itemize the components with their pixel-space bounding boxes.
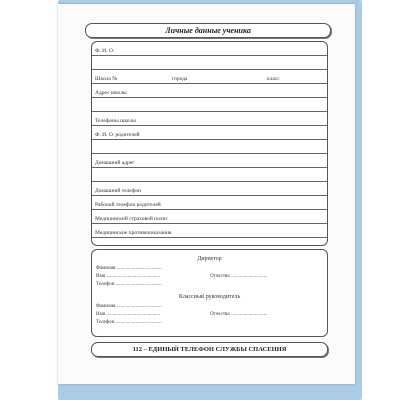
page-title bbox=[85, 23, 331, 38]
contraindications-label: Медицинские противопоказания bbox=[95, 230, 172, 236]
form-row-insurance[interactable] bbox=[92, 210, 327, 224]
parents-work-phone-label: Рабочий телефон родителей bbox=[95, 202, 161, 208]
form-row-blank-3[interactable] bbox=[92, 140, 327, 154]
director-patronymic-field[interactable]: Отчество ............................. bbox=[210, 274, 268, 279]
form-row-school[interactable] bbox=[92, 70, 327, 84]
school-address-label: Адрес школы bbox=[95, 90, 127, 96]
emergency-text: 112 – ЕДИНЫЙ ТЕЛЕФОН СЛУЖБЫ СПАСЕНИЯ bbox=[132, 346, 287, 353]
notebook-page bbox=[58, 4, 355, 384]
director-phone-field[interactable]: Телефон ..................................... bbox=[96, 282, 162, 287]
home-phone-label: Домашний телефон bbox=[95, 188, 142, 194]
form-row-blank-1[interactable] bbox=[92, 56, 327, 70]
teacher-phone-field[interactable]: Телефон ..................................... bbox=[96, 320, 162, 325]
form-row-school-phones[interactable] bbox=[92, 112, 327, 126]
school-phones-label: Телефоны школы bbox=[95, 118, 136, 124]
city-label: города bbox=[172, 76, 188, 82]
form-row-contraindications[interactable] bbox=[92, 224, 327, 238]
class-teacher-heading: Классный руководитель bbox=[178, 294, 241, 300]
director-surname-field[interactable]: Фамилия .................................... bbox=[96, 266, 162, 271]
name-label: Ф. И. О. bbox=[95, 48, 115, 54]
staff-contacts-box bbox=[91, 249, 328, 337]
form-row-blank-2[interactable] bbox=[92, 98, 327, 112]
insurance-label: Медицинский страховой полис bbox=[95, 216, 168, 222]
home-address-label: Домашний адрес bbox=[95, 160, 135, 166]
student-data-form bbox=[91, 41, 328, 246]
class-label: класс bbox=[267, 76, 280, 82]
form-row-parents-name[interactable] bbox=[92, 126, 327, 140]
director-heading: Директор bbox=[197, 256, 222, 262]
teacher-surname-field[interactable]: Фамилия .................................... bbox=[96, 304, 162, 309]
teacher-name-field[interactable]: Имя ........................................... bbox=[96, 312, 161, 317]
form-row-home-phone[interactable] bbox=[92, 182, 327, 196]
form-row-home-address[interactable] bbox=[92, 154, 327, 168]
form-row-name[interactable] bbox=[92, 42, 327, 56]
form-row-school-address[interactable] bbox=[92, 84, 327, 98]
school-label: Школа № bbox=[95, 76, 118, 82]
emergency-banner bbox=[91, 342, 328, 357]
form-row-blank-4[interactable] bbox=[92, 168, 327, 182]
parents-name-label: Ф. И. О. родителей bbox=[95, 132, 140, 138]
form-row-parents-work-phone[interactable] bbox=[92, 196, 327, 210]
teacher-patronymic-field[interactable]: Отчество ............................. bbox=[210, 312, 268, 317]
director-name-field[interactable]: Имя ........................................... bbox=[96, 274, 161, 279]
page-title-text: Личные данные ученика bbox=[165, 26, 251, 35]
